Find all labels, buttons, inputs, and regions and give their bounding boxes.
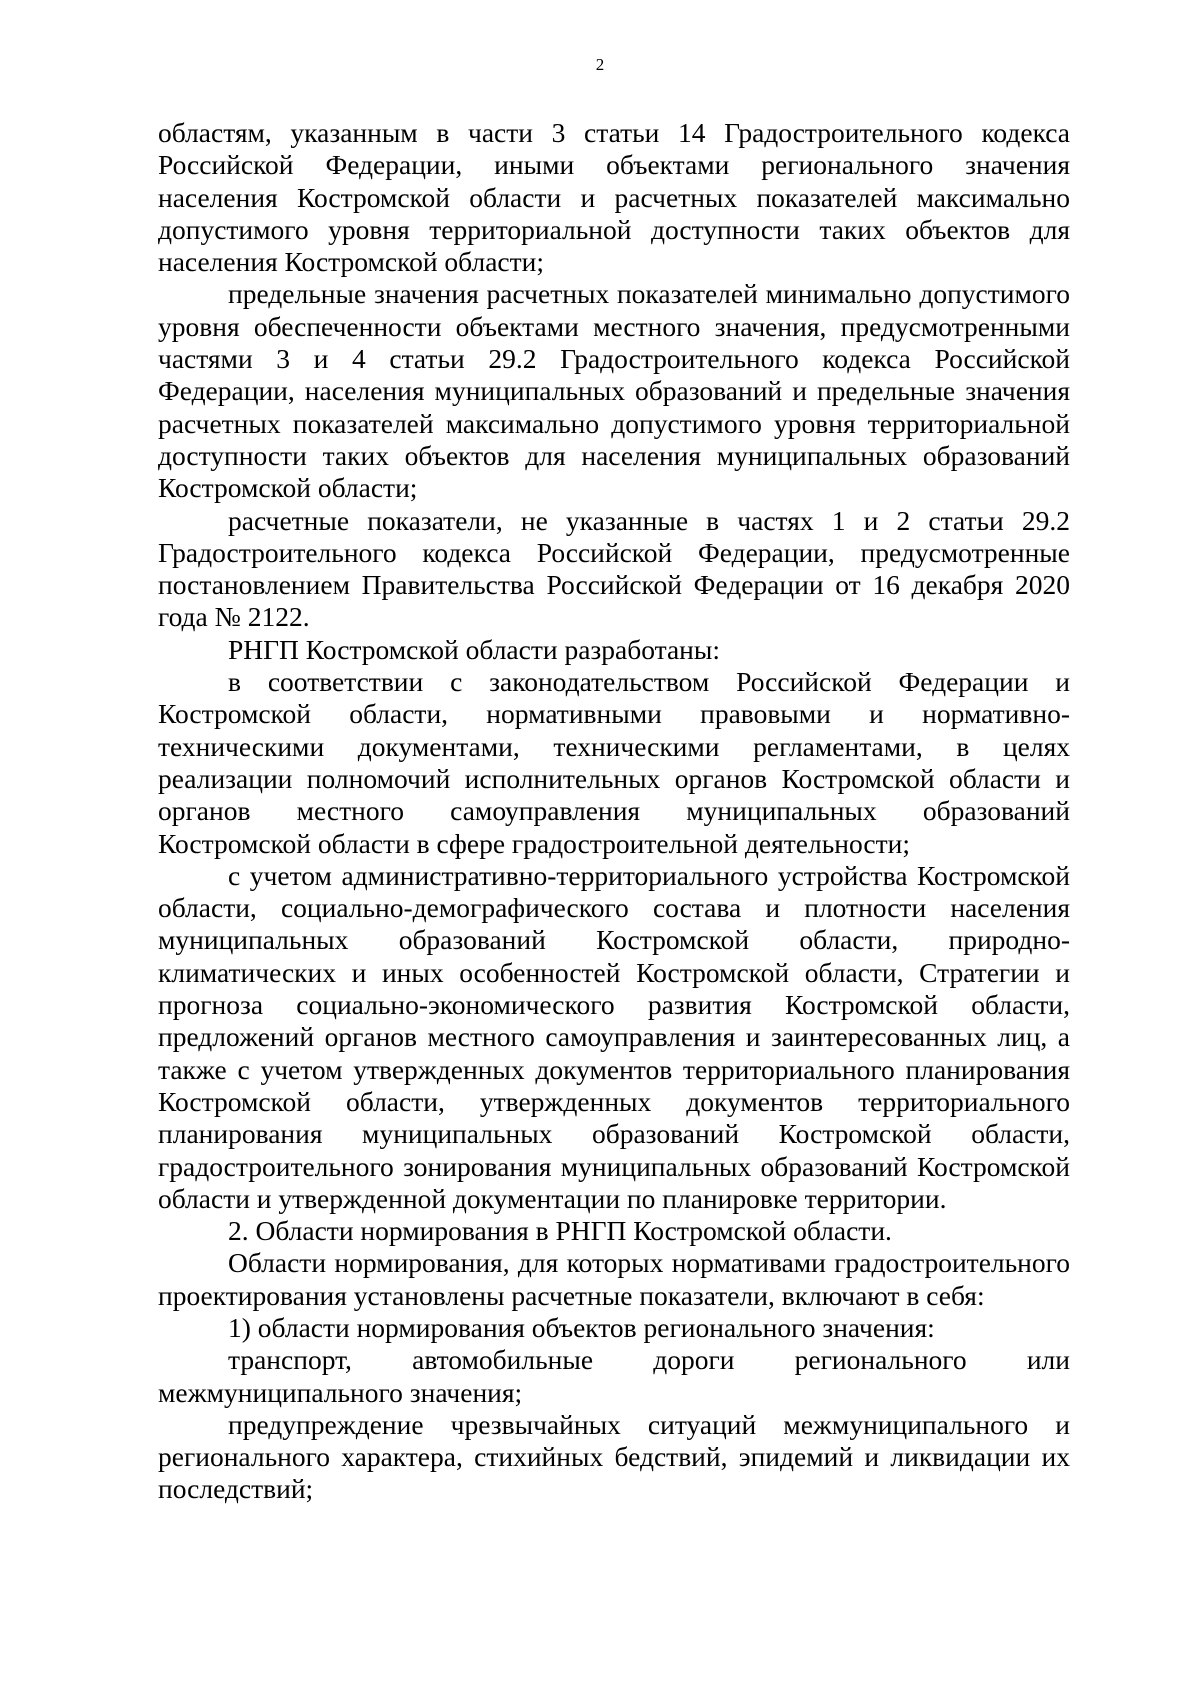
page-number: 2	[595, 55, 605, 74]
paragraph-continued-from-previous-page: областям, указанным в части 3 статьи 14 Градостроительного кодекса Российской Федерации, иными объектами регионального значения населения Костромской области и расчетных показателей максимально допустимого уровня территориальной доступности таких объектов для населения Костромской области;	[158, 117, 1070, 278]
document-body	[158, 117, 1070, 1506]
paragraph-taking-into-account: с учетом административно-территориального устройства Костромской области, социально-демографического состава и плотности населения муниципальных образований Костромской области, природно-климатических и иных особенностей Костромской области, Стратегии и прогноза социально-экономического развития Костромской области, предложений органов местного самоуправления и заинтересованных лиц, а также с учетом утвержденных документов территориального планирования Костромской области, утвержденных документов территориального планирования муниципальных образований Костромской области, градостроительного зонирования муниципальных образований Костромской области и утвержденной документации по планировке территории.	[158, 859, 1070, 1214]
paragraph-transport-roads: транспорт, автомобильные дороги регионального или межмуниципального значения;	[158, 1344, 1070, 1408]
paragraph-developed-intro: РНГП Костромской области разработаны:	[228, 633, 720, 665]
paragraph-local-indicators: предельные значения расчетных показателей минимально допустимого уровня обеспеченности объектами местного значения, предусмотренными частями 3 и 4 статьи 29.2 Градостроительного кодекса Российской Федерации, населения муниципальных образований и предельные значения расчетных показателей максимально допустимого уровня территориальной доступности таких объектов для населения муниципальных образований Костромской области;	[158, 278, 1070, 504]
paragraph-emergency-prevention: предупреждение чрезвычайных ситуаций межмуниципального и регионального характера, стихийных бедствий, эпидемий и ликвидации их последствий;	[158, 1408, 1070, 1505]
section-heading-areas-of-regulation: 2. Области нормирования в РНГП Костромской области.	[228, 1215, 892, 1247]
paragraph-areas-of-regulation-include: Области нормирования, для которых нормативами градостроительного проектирования установлены расчетные показатели, включают в себя:	[158, 1247, 1070, 1311]
paragraph-in-accordance-with-legislation: в соответствии с законодательством Российской Федерации и Костромской области, нормативными правовыми и нормативно-техническими документами, техническими регламентами, в целях реализации полномочий исполнительных органов Костромской области и органов местного самоуправления муниципальных образований Костромской области в сфере градостроительной деятельности;	[158, 666, 1070, 859]
paragraph-other-indicators: расчетные показатели, не указанные в частях 1 и 2 статьи 29.2 Градостроительного кодекса Российской Федерации, предусмотренные постановлением Правительства Российской Федерации от 16 декабря 2020 года № 2122.	[158, 504, 1070, 633]
list-item-regional-objects: 1) области нормирования объектов регионального значения:	[228, 1311, 935, 1343]
